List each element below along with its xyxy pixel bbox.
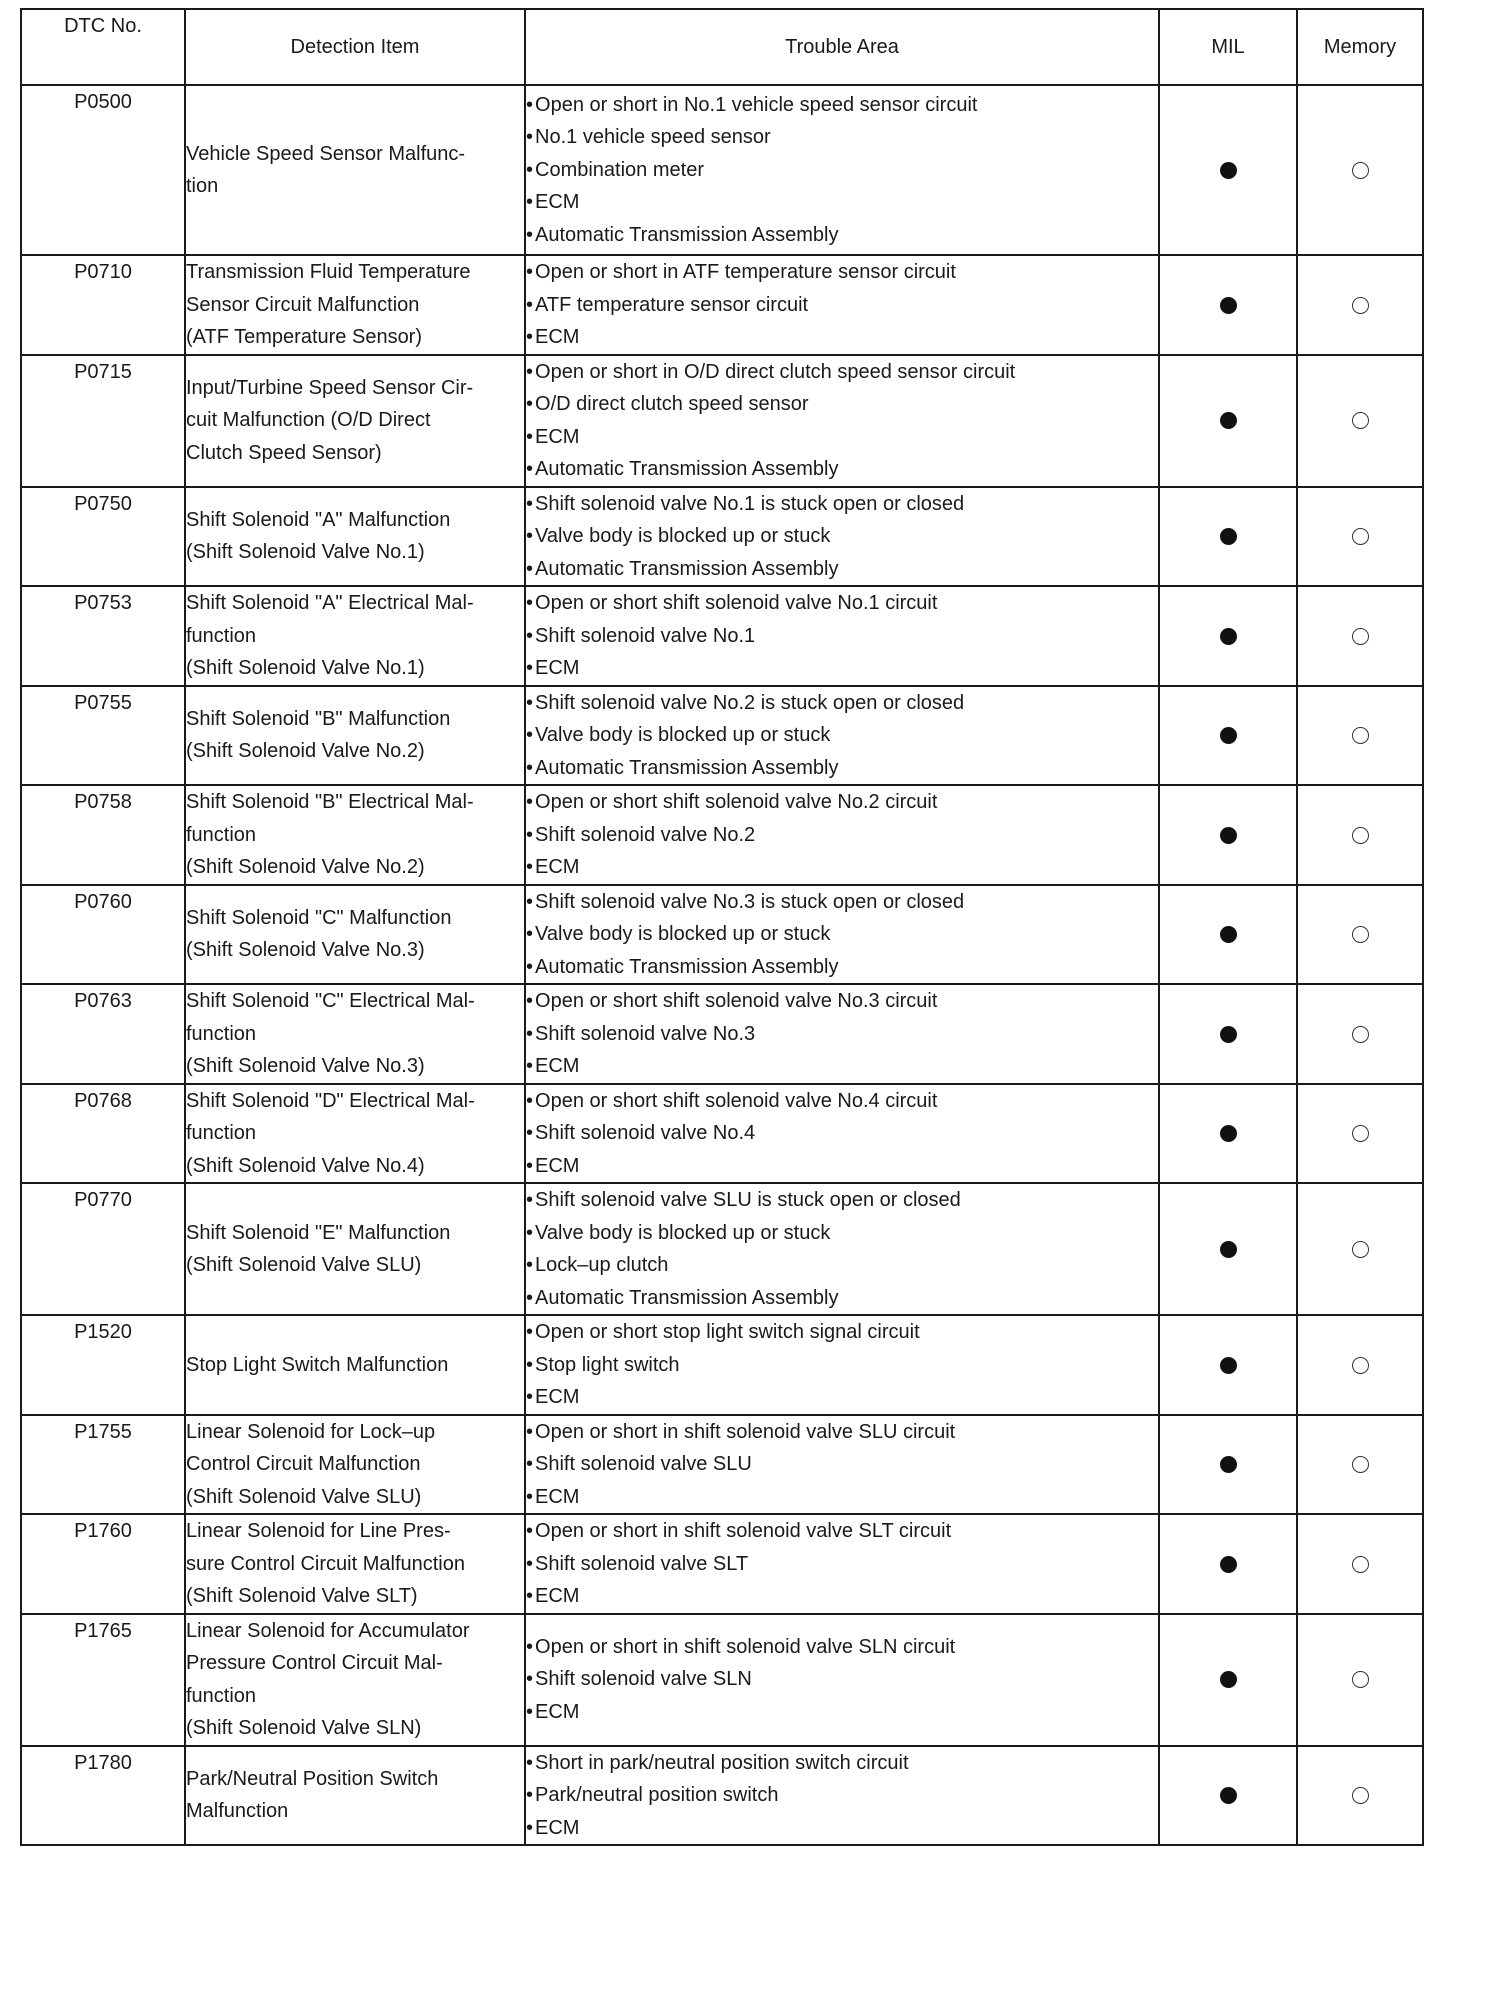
- mil-filled-circle-icon: [1220, 1241, 1237, 1258]
- trouble-area-item: • Valve body is blocked up or stuck: [526, 918, 1158, 951]
- trouble-area: [525, 984, 1159, 1084]
- trouble-area: [525, 1315, 1159, 1415]
- detection-item-line: Shift Solenoid "D" Electrical Mal-: [186, 1089, 475, 1112]
- detection-item-line: (Shift Solenoid Valve No.2): [186, 740, 425, 763]
- detection-item-line: (Shift Solenoid Valve No.4): [186, 1154, 425, 1177]
- memory-open-circle-icon: [1352, 827, 1369, 844]
- dtc-code: P0758: [21, 785, 185, 885]
- trouble-area-item: • Open or short shift solenoid valve No.2 circuit: [526, 786, 1158, 819]
- table-row: [21, 85, 1423, 255]
- dtc-code: P1520: [21, 1315, 185, 1415]
- memory-cell: [1297, 355, 1423, 487]
- detection-item-line: Transmission Fluid Temperature: [186, 261, 471, 283]
- memory-cell: [1297, 255, 1423, 355]
- memory-open-circle-icon: [1352, 1241, 1369, 1258]
- dtc-code: P0753: [21, 586, 185, 686]
- mil-filled-circle-icon: [1220, 727, 1237, 744]
- trouble-area-item: • Open or short shift solenoid valve No.4 circuit: [526, 1085, 1158, 1118]
- detection-item-line: (Shift Solenoid Valve SLU): [186, 1254, 422, 1276]
- detection-item: [185, 1746, 525, 1846]
- mil-filled-circle-icon: [1220, 1787, 1237, 1804]
- table-row: [21, 686, 1423, 786]
- trouble-area-list: [526, 886, 1158, 984]
- mil-filled-circle-icon: [1220, 297, 1237, 314]
- trouble-area-item: • Open or short in shift solenoid valve SLU circuit: [526, 1416, 1158, 1449]
- detection-item-line: function: [186, 823, 257, 846]
- trouble-area: [525, 785, 1159, 885]
- detection-item: [185, 1084, 525, 1184]
- mil-filled-circle-icon: [1220, 1357, 1237, 1374]
- detection-item-line: Linear Solenoid for Line Pres-: [186, 1520, 451, 1542]
- dtc-code: P0500: [21, 85, 185, 255]
- trouble-area-item: • Shift solenoid valve No.2: [526, 819, 1158, 852]
- trouble-area-list: [526, 985, 1158, 1083]
- trouble-area: [525, 1614, 1159, 1746]
- trouble-area-item: • ECM: [526, 321, 1158, 354]
- memory-open-circle-icon: [1352, 1671, 1369, 1688]
- trouble-area-item: • ECM: [526, 1696, 1158, 1729]
- table-row: [21, 785, 1423, 885]
- trouble-area-item: • Open or short in shift solenoid valve SLN circuit: [526, 1631, 1158, 1664]
- trouble-area-item: • Short in park/neutral position switch circuit: [526, 1747, 1158, 1780]
- header-trouble-area: Trouble Area: [525, 9, 1159, 85]
- trouble-area-list: [526, 89, 1158, 252]
- memory-cell: [1297, 885, 1423, 985]
- trouble-area-item: • Valve body is blocked up or stuck: [526, 1217, 1158, 1250]
- detection-item-line: Malfunction: [186, 1800, 289, 1823]
- trouble-area-item: • Automatic Transmission Assembly: [526, 553, 1158, 586]
- memory-cell: [1297, 1183, 1423, 1315]
- table-row: [21, 1614, 1423, 1746]
- detection-item-line: Linear Solenoid for Lock–up: [186, 1420, 436, 1443]
- detection-item-line: (Shift Solenoid Valve SLT): [186, 1585, 418, 1607]
- detection-item-line: Stop Light Switch Malfunction: [186, 1353, 449, 1376]
- detection-item-line: Shift Solenoid "E" Malfunction: [186, 1221, 451, 1244]
- mil-cell: [1159, 1415, 1297, 1515]
- trouble-area-list: [526, 1747, 1158, 1845]
- memory-open-circle-icon: [1352, 1556, 1369, 1573]
- memory-open-circle-icon: [1352, 412, 1369, 429]
- trouble-area-item: • ECM: [526, 1481, 1158, 1514]
- header-detection-item: Detection Item: [185, 9, 525, 85]
- trouble-area-item: • Shift solenoid valve No.4: [526, 1117, 1158, 1150]
- detection-item-line: Input/Turbine Speed Sensor Cir-: [186, 376, 474, 399]
- mil-cell: [1159, 785, 1297, 885]
- memory-open-circle-icon: [1352, 926, 1369, 943]
- table-row: [21, 1084, 1423, 1184]
- trouble-area: [525, 255, 1159, 355]
- memory-open-circle-icon: [1352, 1456, 1369, 1473]
- mil-cell: [1159, 1614, 1297, 1746]
- memory-cell: [1297, 1415, 1423, 1515]
- mil-filled-circle-icon: [1220, 628, 1237, 645]
- dtc-table: [20, 8, 1424, 1846]
- trouble-area-item: • Automatic Transmission Assembly: [526, 453, 1158, 486]
- trouble-area-item: • Shift solenoid valve SLT: [526, 1548, 1158, 1581]
- mil-cell: [1159, 1183, 1297, 1315]
- trouble-area-item: • Open or short in No.1 vehicle speed sensor circuit: [526, 89, 1158, 122]
- memory-cell: [1297, 984, 1423, 1084]
- trouble-area-list: [526, 1515, 1158, 1613]
- detection-item: [185, 1514, 525, 1614]
- trouble-area-item: • Stop light switch: [526, 1349, 1158, 1382]
- detection-item: [185, 85, 525, 255]
- detection-item: [185, 1415, 525, 1515]
- detection-item: [185, 785, 525, 885]
- mil-cell: [1159, 1315, 1297, 1415]
- dtc-code: P0770: [21, 1183, 185, 1315]
- detection-item: [185, 586, 525, 686]
- detection-item-line: (Shift Solenoid Valve SLU): [186, 1485, 422, 1508]
- trouble-area-list: [526, 1184, 1158, 1314]
- table-row: [21, 1315, 1423, 1415]
- detection-item-line: (Shift Solenoid Valve No.3): [186, 939, 425, 962]
- detection-item-line: Shift Solenoid "C" Electrical Mal-: [186, 990, 475, 1012]
- detection-item-line: (Shift Solenoid Valve No.1): [186, 657, 425, 679]
- detection-item-line: cuit Malfunction (O/D Direct: [186, 409, 431, 432]
- trouble-area-list: [526, 256, 1158, 354]
- memory-cell: [1297, 586, 1423, 686]
- trouble-area-item: • O/D direct clutch speed sensor: [526, 388, 1158, 421]
- mil-filled-circle-icon: [1220, 162, 1237, 179]
- header-row: [21, 9, 1423, 85]
- mil-filled-circle-icon: [1220, 528, 1237, 545]
- mil-filled-circle-icon: [1220, 1671, 1237, 1688]
- dtc-code: P0755: [21, 686, 185, 786]
- trouble-area-item: • Shift solenoid valve No.1 is stuck open or closed: [526, 488, 1158, 521]
- detection-item: [185, 355, 525, 487]
- memory-cell: [1297, 487, 1423, 587]
- memory-open-circle-icon: [1352, 162, 1369, 179]
- mil-cell: [1159, 686, 1297, 786]
- detection-item-line: Control Circuit Malfunction: [186, 1453, 421, 1475]
- trouble-area-item: • No.1 vehicle speed sensor: [526, 121, 1158, 154]
- trouble-area-item: • Open or short in O/D direct clutch speed sensor circuit: [526, 356, 1158, 389]
- detection-item-line: Park/Neutral Position Switch: [186, 1767, 439, 1790]
- dtc-code: P0750: [21, 487, 185, 587]
- table-row: [21, 1514, 1423, 1614]
- mil-cell: [1159, 85, 1297, 255]
- trouble-area-item: • ECM: [526, 1812, 1158, 1845]
- detection-item-line: (Shift Solenoid Valve No.3): [186, 1055, 425, 1077]
- trouble-area-item: • ECM: [526, 851, 1158, 884]
- trouble-area-item: • ECM: [526, 186, 1158, 219]
- detection-item-line: Shift Solenoid "B" Electrical Mal-: [186, 791, 474, 813]
- table-row: [21, 1183, 1423, 1315]
- detection-item-line: function: [186, 1022, 257, 1045]
- mil-cell: [1159, 885, 1297, 985]
- detection-item: [185, 885, 525, 985]
- dtc-code: P0763: [21, 984, 185, 1084]
- trouble-area: [525, 885, 1159, 985]
- mil-filled-circle-icon: [1220, 1556, 1237, 1573]
- memory-open-circle-icon: [1352, 528, 1369, 545]
- mil-cell: [1159, 586, 1297, 686]
- trouble-area-item: • Shift solenoid valve SLN: [526, 1663, 1158, 1696]
- trouble-area-list: [526, 1631, 1158, 1729]
- trouble-area-item: • Combination meter: [526, 154, 1158, 187]
- memory-open-circle-icon: [1352, 1787, 1369, 1804]
- trouble-area-list: [526, 1085, 1158, 1183]
- trouble-area-item: • Shift solenoid valve SLU is stuck open or closed: [526, 1184, 1158, 1217]
- detection-item: [185, 1315, 525, 1415]
- header-memory: Memory: [1297, 9, 1423, 85]
- table-row: [21, 1746, 1423, 1846]
- trouble-area-item: • ECM: [526, 1150, 1158, 1183]
- memory-open-circle-icon: [1352, 1125, 1369, 1142]
- detection-item-line: Sensor Circuit Malfunction: [186, 293, 420, 316]
- memory-cell: [1297, 686, 1423, 786]
- memory-cell: [1297, 1315, 1423, 1415]
- trouble-area-item: • Valve body is blocked up or stuck: [526, 719, 1158, 752]
- trouble-area-list: [526, 687, 1158, 785]
- trouble-area: [525, 355, 1159, 487]
- trouble-area: [525, 1183, 1159, 1315]
- dtc-code: P0710: [21, 255, 185, 355]
- dtc-code: P0715: [21, 355, 185, 487]
- memory-open-circle-icon: [1352, 727, 1369, 744]
- trouble-area-item: • Lock–up clutch: [526, 1249, 1158, 1282]
- trouble-area-item: • Valve body is blocked up or stuck: [526, 520, 1158, 553]
- trouble-area-list: [526, 786, 1158, 884]
- trouble-area: [525, 1415, 1159, 1515]
- detection-item: [185, 984, 525, 1084]
- trouble-area-list: [526, 356, 1158, 486]
- header-dtc-no: DTC No.: [21, 9, 185, 85]
- mil-cell: [1159, 1084, 1297, 1184]
- memory-cell: [1297, 85, 1423, 255]
- mil-cell: [1159, 1746, 1297, 1846]
- detection-item-line: Pressure Control Circuit Mal-: [186, 1652, 443, 1674]
- detection-item-line: function: [186, 624, 257, 647]
- trouble-area-item: • Shift solenoid valve No.1: [526, 620, 1158, 653]
- trouble-area: [525, 686, 1159, 786]
- mil-filled-circle-icon: [1220, 1026, 1237, 1043]
- trouble-area-item: • Open or short in shift solenoid valve SLT circuit: [526, 1515, 1158, 1548]
- trouble-area-list: [526, 488, 1158, 586]
- table-row: [21, 355, 1423, 487]
- detection-item-line: Linear Solenoid for Accumulator: [186, 1619, 470, 1642]
- dtc-code: P0760: [21, 885, 185, 985]
- detection-item-line: Shift Solenoid "B" Malfunction: [186, 707, 451, 730]
- detection-item: [185, 1183, 525, 1315]
- mil-cell: [1159, 1514, 1297, 1614]
- table-row: [21, 586, 1423, 686]
- table-row: [21, 984, 1423, 1084]
- trouble-area-list: [526, 587, 1158, 685]
- table-body: [21, 85, 1423, 1845]
- trouble-area-item: • Automatic Transmission Assembly: [526, 951, 1158, 984]
- detection-item-line: sure Control Circuit Malfunction: [186, 1552, 465, 1575]
- memory-open-circle-icon: [1352, 1357, 1369, 1374]
- memory-cell: [1297, 1084, 1423, 1184]
- table-row: [21, 885, 1423, 985]
- trouble-area-item: • Automatic Transmission Assembly: [526, 1282, 1158, 1315]
- trouble-area-item: • Park/neutral position switch: [526, 1779, 1158, 1812]
- detection-item-line: (Shift Solenoid Valve SLN): [186, 1717, 422, 1739]
- table-row: [21, 255, 1423, 355]
- mil-cell: [1159, 355, 1297, 487]
- trouble-area-item: • Open or short in ATF temperature sensor circuit: [526, 256, 1158, 289]
- trouble-area: [525, 1746, 1159, 1846]
- memory-open-circle-icon: [1352, 297, 1369, 314]
- dtc-code: P1765: [21, 1614, 185, 1746]
- memory-open-circle-icon: [1352, 1026, 1369, 1043]
- detection-item-line: Vehicle Speed Sensor Malfunc-: [186, 142, 466, 165]
- trouble-area-item: • Automatic Transmission Assembly: [526, 752, 1158, 785]
- memory-cell: [1297, 1614, 1423, 1746]
- detection-item-line: Shift Solenoid "C" Malfunction: [186, 906, 452, 929]
- memory-cell: [1297, 1514, 1423, 1614]
- trouble-area-item: • ECM: [526, 421, 1158, 454]
- mil-cell: [1159, 984, 1297, 1084]
- mil-filled-circle-icon: [1220, 412, 1237, 429]
- detection-item: [185, 255, 525, 355]
- mil-cell: [1159, 255, 1297, 355]
- trouble-area-item: • Open or short shift solenoid valve No.3 circuit: [526, 985, 1158, 1018]
- trouble-area-list: [526, 1416, 1158, 1514]
- dtc-code: P1760: [21, 1514, 185, 1614]
- dtc-code: P0768: [21, 1084, 185, 1184]
- trouble-area-item: • Shift solenoid valve SLU: [526, 1448, 1158, 1481]
- detection-item: [185, 1614, 525, 1746]
- trouble-area: [525, 1084, 1159, 1184]
- mil-filled-circle-icon: [1220, 1456, 1237, 1473]
- memory-cell: [1297, 1746, 1423, 1846]
- trouble-area-item: • Open or short shift solenoid valve No.1 circuit: [526, 587, 1158, 620]
- trouble-area: [525, 586, 1159, 686]
- table-row: [21, 1415, 1423, 1515]
- trouble-area: [525, 1514, 1159, 1614]
- detection-item: [185, 686, 525, 786]
- trouble-area-item: • Automatic Transmission Assembly: [526, 219, 1158, 252]
- mil-filled-circle-icon: [1220, 926, 1237, 943]
- trouble-area: [525, 487, 1159, 587]
- trouble-area-item: • ECM: [526, 1381, 1158, 1414]
- mil-filled-circle-icon: [1220, 827, 1237, 844]
- trouble-area-item: • Shift solenoid valve No.3: [526, 1018, 1158, 1051]
- memory-open-circle-icon: [1352, 628, 1369, 645]
- trouble-area-item: • ECM: [526, 1050, 1158, 1083]
- trouble-area-item: • Shift solenoid valve No.2 is stuck open or closed: [526, 687, 1158, 720]
- trouble-area: [525, 85, 1159, 255]
- trouble-area-item: • Shift solenoid valve No.3 is stuck open or closed: [526, 886, 1158, 919]
- trouble-area-list: [526, 1316, 1158, 1414]
- detection-item-line: function: [186, 1122, 257, 1144]
- detection-item-line: (Shift Solenoid Valve No.2): [186, 856, 425, 878]
- detection-item-line: (Shift Solenoid Valve No.1): [186, 541, 425, 564]
- dtc-code: P1780: [21, 1746, 185, 1846]
- trouble-area-item: • ECM: [526, 1580, 1158, 1613]
- trouble-area-item: • ATF temperature sensor circuit: [526, 289, 1158, 322]
- mil-filled-circle-icon: [1220, 1125, 1237, 1142]
- memory-cell: [1297, 785, 1423, 885]
- dtc-code: P1755: [21, 1415, 185, 1515]
- detection-item: [185, 487, 525, 587]
- detection-item-line: Clutch Speed Sensor): [186, 441, 382, 464]
- detection-item-line: (ATF Temperature Sensor): [186, 326, 423, 348]
- trouble-area-item: • Open or short stop light switch signal circuit: [526, 1316, 1158, 1349]
- detection-item-line: tion: [186, 175, 219, 197]
- detection-item-line: function: [186, 1684, 257, 1707]
- header-mil: MIL: [1159, 9, 1297, 85]
- detection-item-line: Shift Solenoid "A" Electrical Mal-: [186, 592, 474, 614]
- table-row: [21, 487, 1423, 587]
- mil-cell: [1159, 487, 1297, 587]
- trouble-area-item: • ECM: [526, 652, 1158, 685]
- detection-item-line: Shift Solenoid "A" Malfunction: [186, 508, 451, 531]
